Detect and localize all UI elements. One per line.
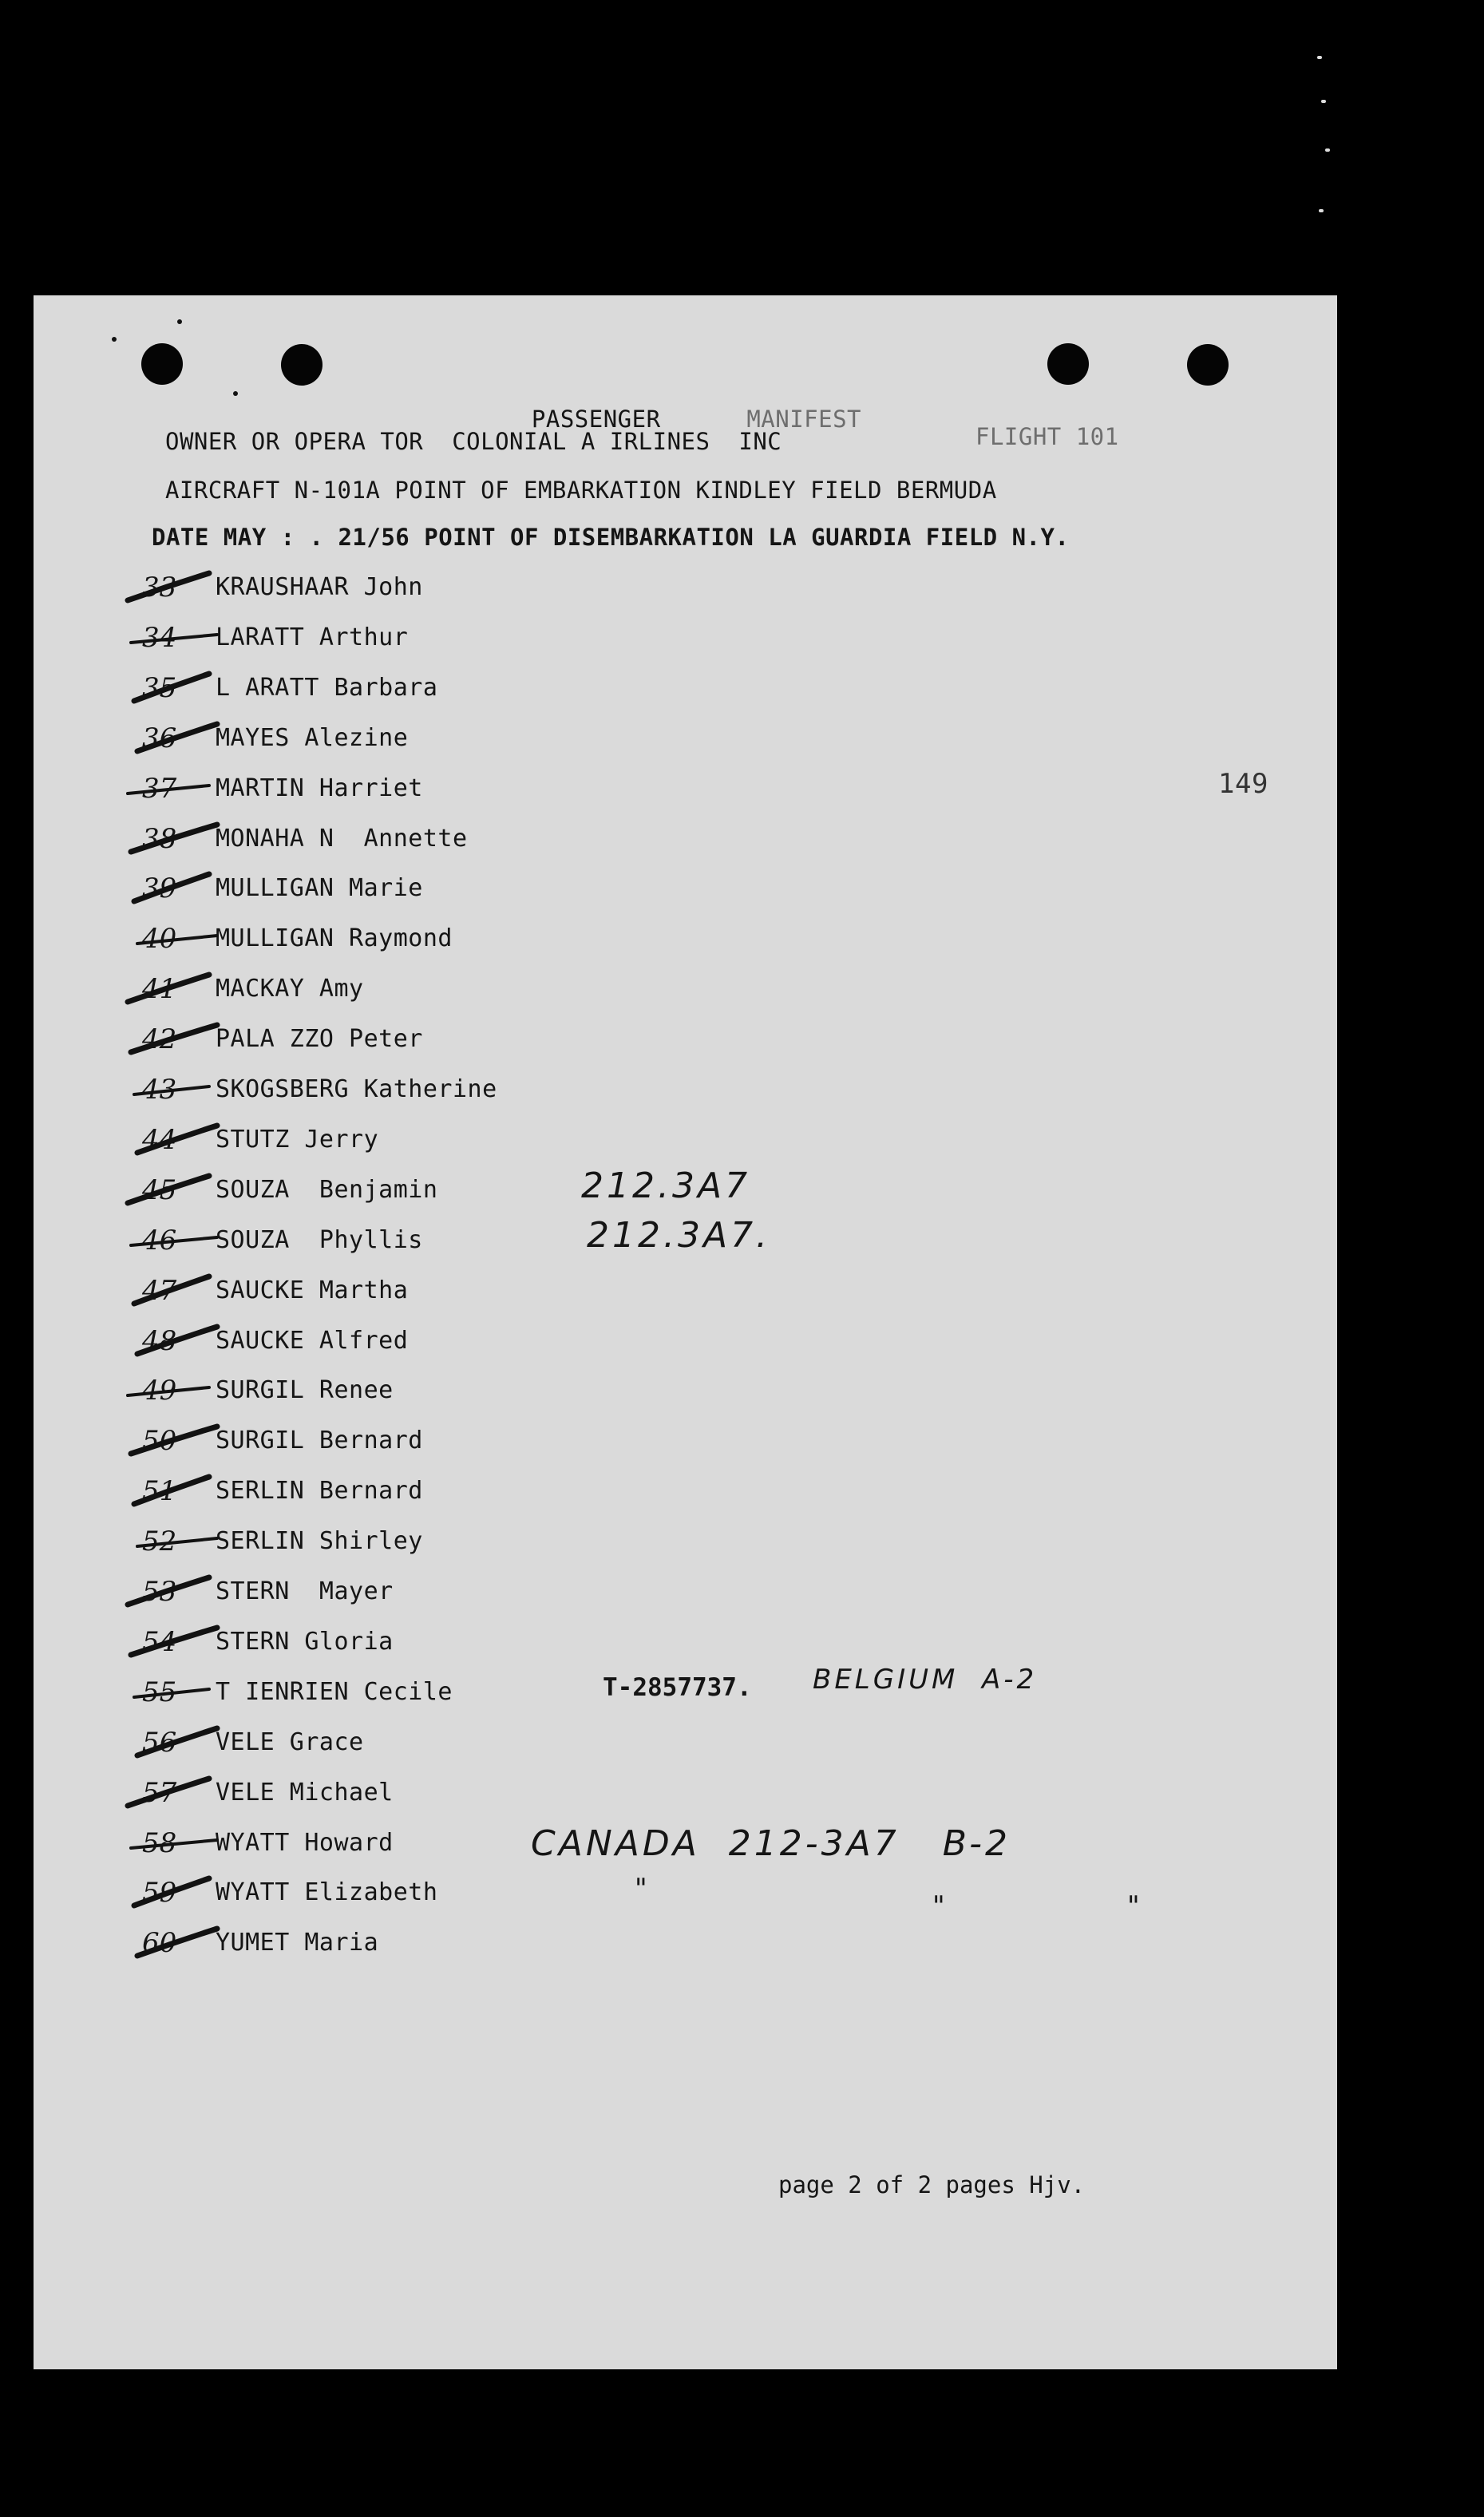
passenger-name: STUTZ Jerry	[216, 1126, 379, 1154]
passenger-number: 34	[142, 622, 177, 654]
passenger-name: MONAHA N Annette	[216, 825, 468, 853]
passenger-name: SERLIN Bernard	[216, 1477, 423, 1505]
strike-mark	[134, 1689, 209, 1697]
strike-mark	[134, 1477, 209, 1504]
souza-benjamin-code: 212.3A7	[581, 1165, 751, 1206]
passenger-name: SKOGSBERG Katherine	[216, 1075, 497, 1103]
passenger-number: 33	[142, 572, 177, 604]
passenger-number: 40	[142, 923, 177, 955]
strike-mark	[137, 724, 217, 751]
passenger-number: 52	[142, 1526, 177, 1557]
strike-mark	[131, 1427, 217, 1454]
strike-mark	[131, 635, 217, 643]
passenger-number: 55	[142, 1676, 177, 1708]
passenger-number: 58	[142, 1827, 177, 1859]
strike-mark	[131, 1840, 217, 1848]
strike-mark	[131, 1628, 217, 1655]
passenger-number: 54	[142, 1626, 177, 1658]
passenger-number: 42	[142, 1023, 177, 1055]
title-word: PASSENGER	[531, 406, 661, 433]
ditto-mark: "	[932, 1890, 948, 1922]
strike-mark	[134, 1276, 209, 1304]
passenger-number: 46	[142, 1225, 177, 1257]
passenger-name: YUMET Maria	[216, 1929, 379, 1957]
passenger-name: STERN Mayer	[216, 1577, 394, 1605]
date-line: DATE MAY : . 21/56 POINT OF DISEMBARKATION LA GUARDIA FIELD N.Y.	[152, 524, 1070, 551]
passenger-name: WYATT Elizabeth	[216, 1878, 438, 1906]
strike-mark	[128, 1577, 209, 1605]
passenger-number: 37	[142, 773, 177, 805]
passenger-name: SERLIN Shirley	[216, 1527, 423, 1555]
passenger-number: 36	[142, 722, 177, 754]
passenger-name: MARTIN Harriet	[216, 774, 423, 802]
passenger-number: 47	[142, 1275, 177, 1307]
passenger-number: 50	[142, 1425, 177, 1457]
strike-mark	[128, 786, 209, 793]
passenger-name: LARATT Arthur	[216, 623, 409, 651]
passenger-number: 38	[142, 823, 177, 855]
strike-mark	[137, 1327, 217, 1354]
strike-mark	[137, 1929, 217, 1956]
flight-number: FLIGHT 101	[975, 423, 1119, 450]
strike-mark	[131, 1237, 217, 1245]
passenger-number: 39	[142, 873, 177, 904]
passenger-number: 41	[142, 973, 177, 1005]
strike-mark	[134, 674, 209, 701]
strike-mark	[131, 1025, 217, 1052]
strike-mark	[137, 936, 217, 944]
passenger-number: 59	[142, 1877, 177, 1909]
page-footer: page 2 of 2 pages Hjv.	[778, 2171, 1086, 2198]
strike-mark	[137, 1728, 217, 1755]
passenger-name: MACKAY Amy	[216, 975, 364, 1003]
passenger-number: 51	[142, 1475, 177, 1507]
passenger-name: WYATT Howard	[216, 1829, 394, 1857]
passenger-name: SOUZA Phyllis	[216, 1226, 423, 1254]
passenger-number: 48	[142, 1325, 177, 1357]
passenger-name: MAYES Alezine	[216, 724, 409, 752]
passenger-number: 44	[142, 1124, 177, 1156]
passenger-name: MULLIGAN Marie	[216, 874, 423, 902]
passenger-name: PALA ZZO Peter	[216, 1025, 423, 1053]
passenger-name: SURGIL Renee	[216, 1376, 394, 1404]
passenger-name: KRAUSHAAR John	[216, 573, 423, 601]
strike-mark	[134, 1878, 209, 1906]
ditto-mark: "	[635, 1873, 651, 1905]
passenger-name: MULLIGAN Raymond	[216, 924, 453, 952]
passenger-name: SURGIL Bernard	[216, 1427, 423, 1454]
tienrien-typed-number: T-2857737.	[603, 1673, 752, 1702]
passenger-name: SAUCKE Martha	[216, 1276, 409, 1304]
passenger-name: SOUZA Benjamin	[216, 1176, 438, 1204]
strike-mark	[137, 1126, 217, 1153]
passenger-number: 49	[142, 1375, 177, 1407]
wyatt-howard-handwritten: CANADA 212-3A7 B-2	[531, 1823, 1011, 1864]
strike-mark	[134, 1086, 209, 1094]
passenger-name: VELE Michael	[216, 1779, 394, 1807]
passenger-name: STERN Gloria	[216, 1628, 394, 1656]
passenger-name: L ARATT Barbara	[216, 674, 438, 702]
passenger-name: VELE Grace	[216, 1728, 364, 1756]
passenger-number: 43	[142, 1074, 177, 1106]
passenger-number: 35	[142, 672, 177, 704]
stamp-number: 149	[1218, 768, 1268, 800]
passenger-number: 56	[142, 1727, 177, 1759]
strike-mark	[134, 874, 209, 901]
passenger-name: T IENRIEN Cecile	[216, 1678, 453, 1706]
passenger-number: 57	[142, 1777, 177, 1809]
strike-mark	[131, 825, 217, 852]
ditto-mark: "	[1127, 1890, 1143, 1922]
strike-mark	[128, 573, 209, 600]
title-suffix: MANIFEST	[746, 406, 862, 433]
strike-mark	[128, 1176, 209, 1203]
souza-phyllis-code: 212.3A7.	[587, 1215, 771, 1256]
aircraft-line: AIRCRAFT N-101A POINT OF EMBARKATION KINDLEY FIELD BERMUDA	[165, 477, 997, 504]
passenger-number: 53	[142, 1576, 177, 1608]
tienrien-handwritten: BELGIUM A-2	[813, 1664, 1038, 1696]
strike-mark	[128, 1779, 209, 1806]
strike-mark	[128, 975, 209, 1002]
strike-mark	[137, 1538, 217, 1546]
passenger-name: SAUCKE Alfred	[216, 1327, 409, 1355]
passenger-number: 60	[142, 1927, 177, 1959]
strike-mark	[128, 1387, 209, 1395]
owner-line: OWNER OR OPERA TOR COLONIAL A IRLINES INC	[165, 428, 782, 455]
passenger-number: 45	[142, 1174, 177, 1206]
